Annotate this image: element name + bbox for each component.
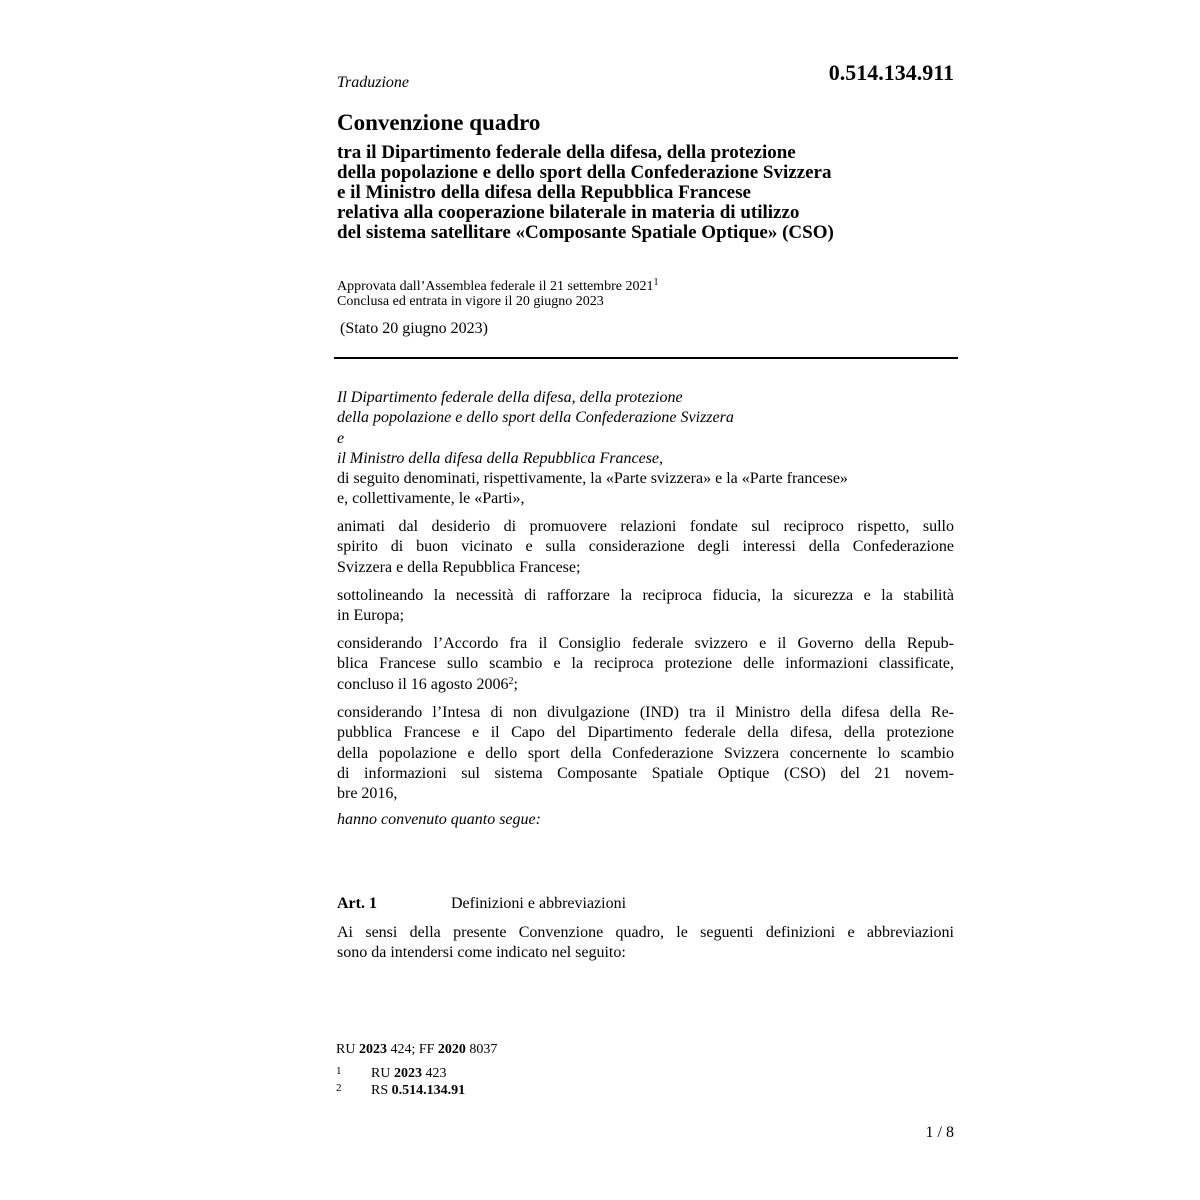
subtitle-line: del sistema satellitare «Composante Spatiale Optique» (CSO): [337, 222, 834, 243]
preamble-parties: Il Dipartimento federale della difesa, della protezione della popolazione e dello sport della Confederazione Svizzera e il Ministro della difesa della Repubblica Francese,: [337, 389, 734, 467]
status-date: (Stato 20 giugno 2023): [340, 320, 488, 337]
footnote: 1 RU 2023 423: [336, 1065, 447, 1081]
approval-line: Approvata dall’Assemblea federale il 21 settembre 2021$^1$: [337, 277, 659, 294]
translation-label: Traduzione: [337, 74, 410, 91]
publication-reference: RU 2023 424; FF 2020 8037: [336, 1042, 498, 1057]
preamble-closing: hanno convenuto quanto segue:: [337, 811, 541, 828]
document-title: Convenzione quadro: [337, 110, 541, 135]
conclusion-line: Conclusa ed entrata in vigore il 20 giugno 2023: [337, 294, 604, 309]
preamble-paragraph-4: considerando l’Intesa di non divulgazione (IND) tra il Ministro della difesa della Re- pubblica Francese e il Capo del Dipartimento federale della difesa, della protezione della popolazione e dello sport della Confederazione Svizzera concernente lo scambio di informazioni sul sistema Composante Spatiale Optique (CSO) del 21 novem- bre 2016,: [337, 704, 954, 803]
document-subtitle: [337, 143, 834, 243]
subtitle-line: e il Ministro della difesa della Repubblica Francese: [337, 182, 751, 203]
subtitle-line: relativa alla cooperazione bilaterale in materia di utilizzo: [337, 202, 800, 223]
article-title: Definizioni e abbreviazioni: [451, 895, 627, 912]
approval-info: [337, 279, 658, 309]
preamble-naming: di seguito denominati, rispettivamente, la «Parte svizzera» e la «Parte francese» e, collettivamente, le «Parti»,: [337, 470, 848, 508]
footnote-ref[interactable]: 2: [508, 675, 514, 687]
article-text: Ai sensi della presente Convenzione quadro, le seguenti definizioni e abbreviazioni sono da intendersi come indicato nel seguito:: [337, 924, 954, 962]
sr-number: 0.514.134.911: [828, 60, 954, 85]
preamble-paragraph-2: sottolineando la necessità di rafforzare la reciproca fiducia, la sicurezza e la stabilità in Europa;: [337, 587, 954, 625]
article-number: Art. 1: [337, 895, 377, 912]
subtitle-line: della popolazione e dello sport della Confederazione Svizzera: [337, 162, 832, 183]
subtitle-line: tra il Dipartimento federale della difesa, della protezione: [337, 142, 796, 163]
header-divider: [334, 357, 958, 359]
preamble-paragraph-1: animati dal desiderio di promuovere relazioni fondate sul reciproco rispetto, sullo spirito di buon vicinato e sulla considerazione degli interessi della Confederazione Svizzera e della Repubblica Francese;: [337, 518, 954, 576]
footnote-ref[interactable]: 1: [653, 277, 659, 288]
preamble-paragraph-3: considerando l’Accordo fra il Consiglio federale svizzero e il Governo della Repub- blica Francese sullo scambio e la reciproca protezione delle informazioni classificate, concluso il 16 agosto 2006$^2$;: [337, 635, 954, 693]
page-number: 1 / 8: [925, 1124, 954, 1141]
footnote: 2 RS 0.514.134.91: [336, 1082, 466, 1098]
